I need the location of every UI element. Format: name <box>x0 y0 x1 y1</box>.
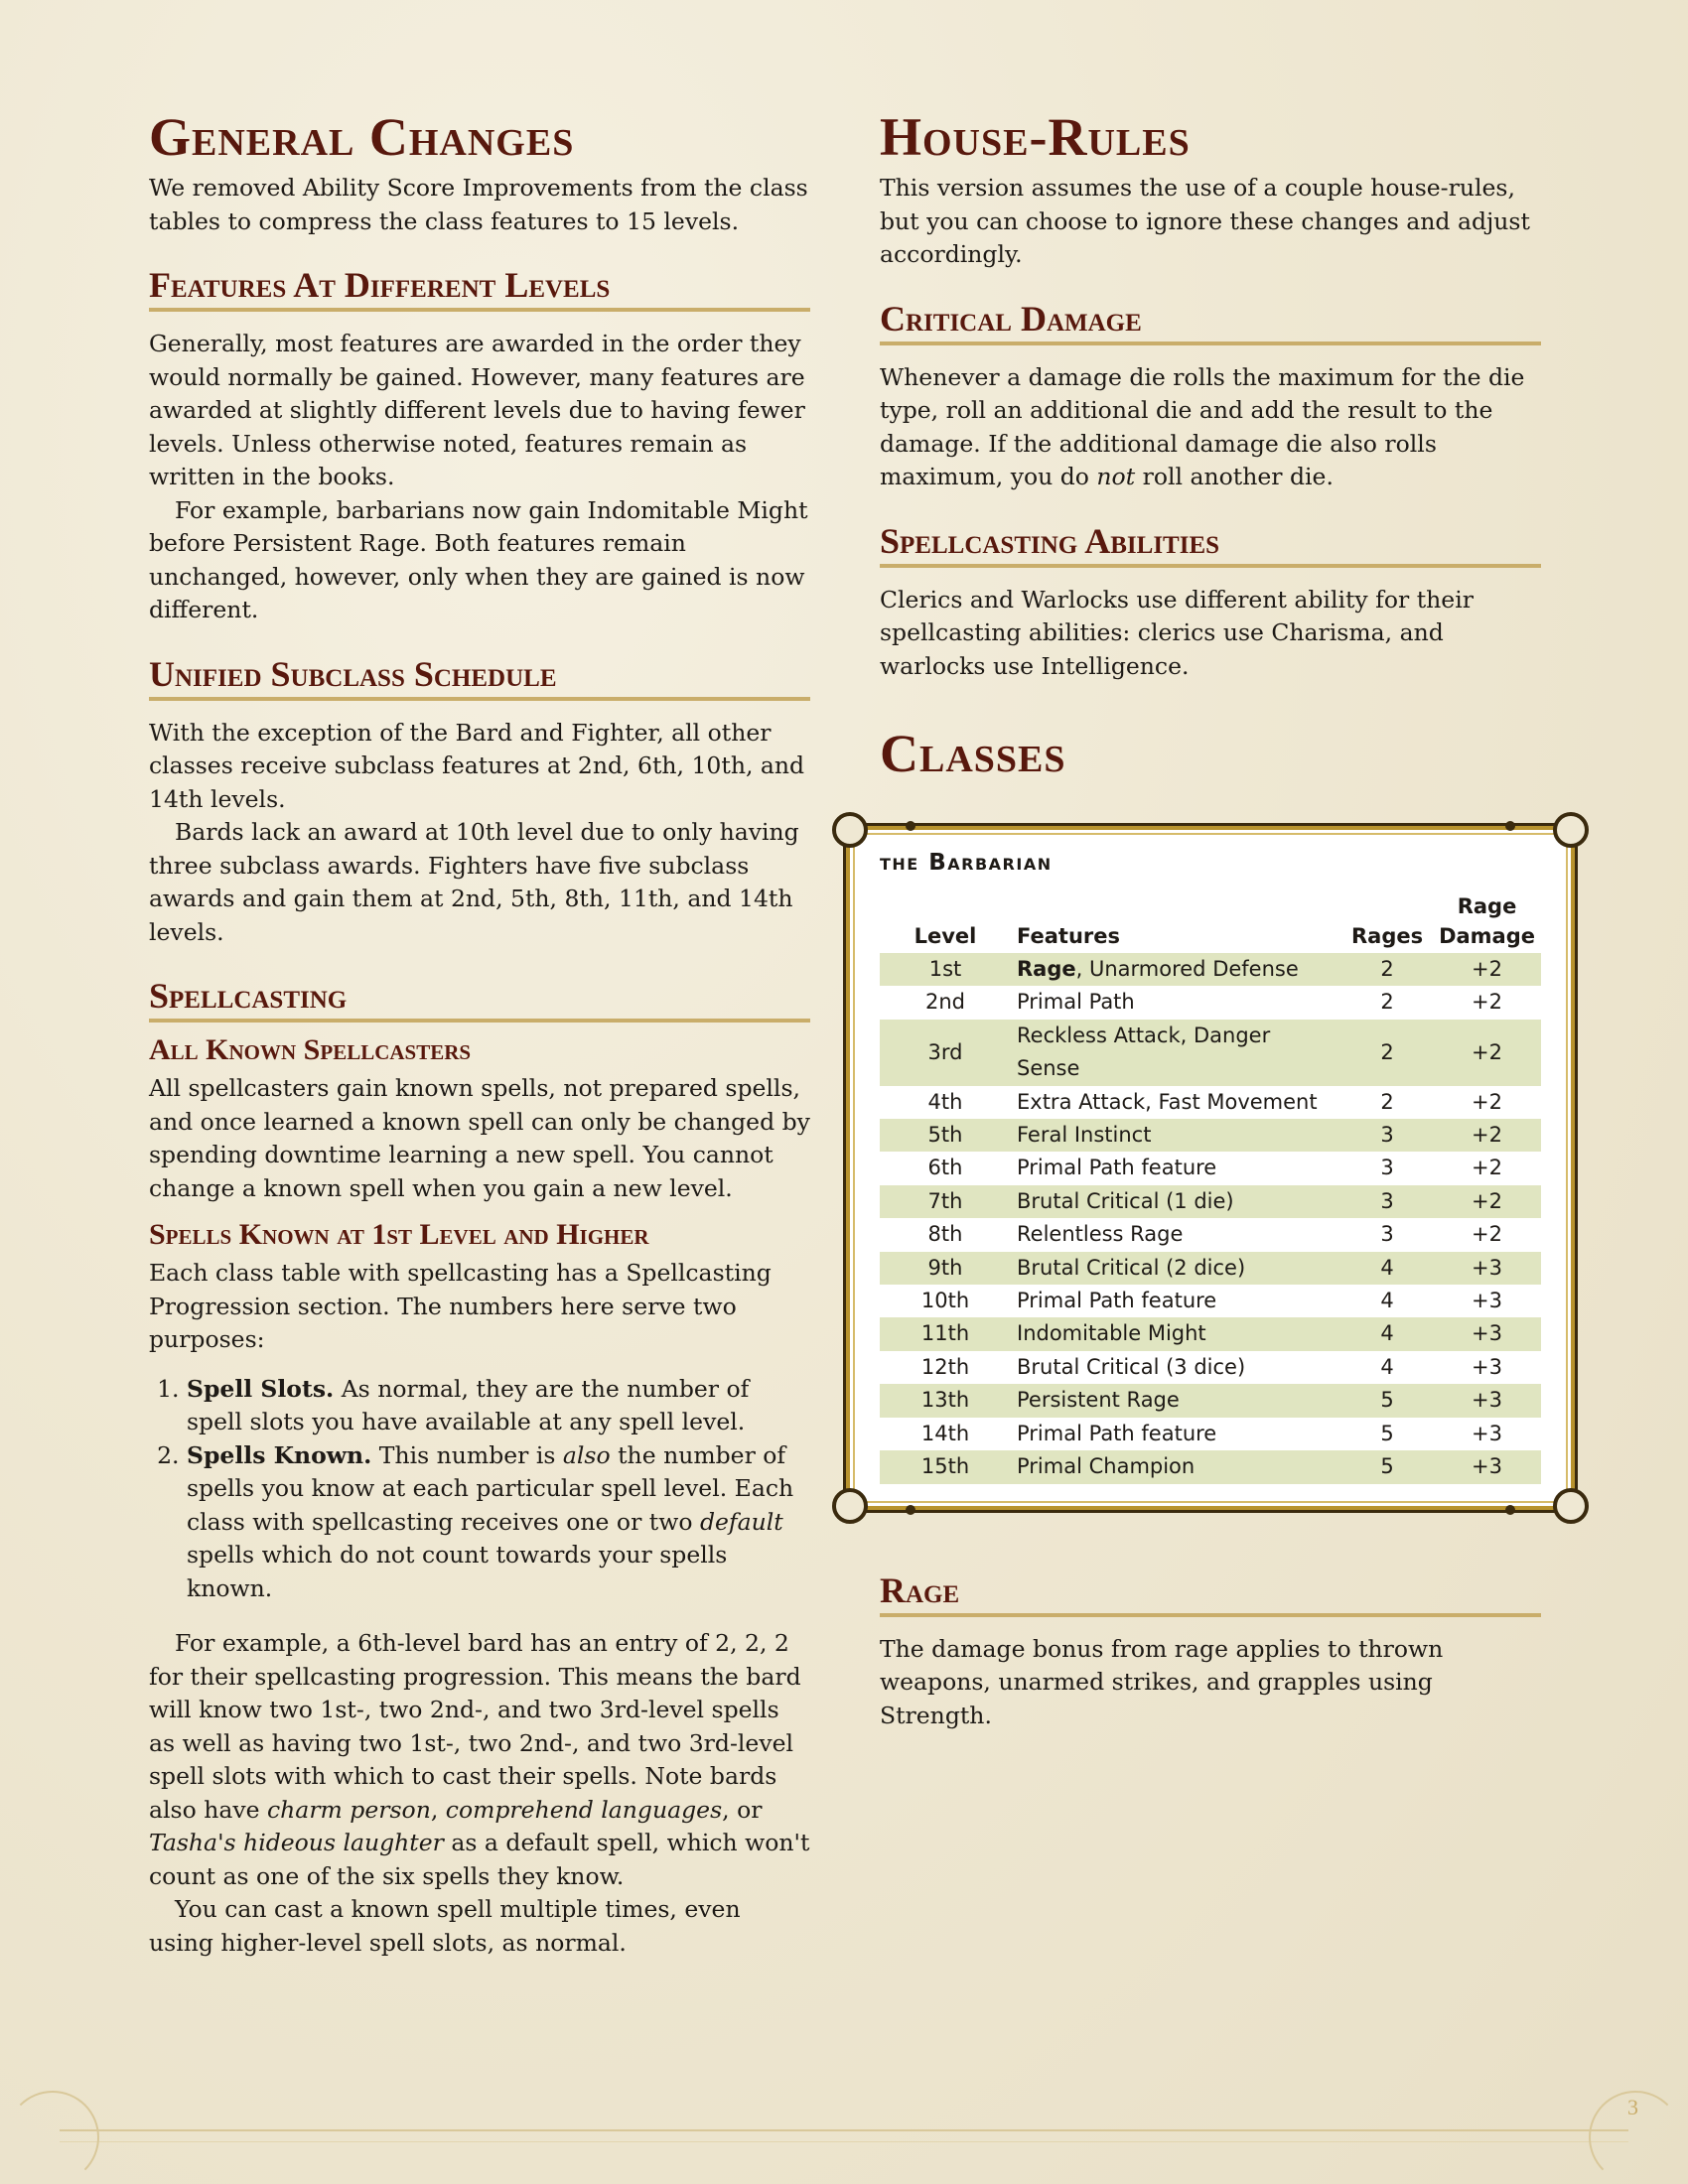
table-row <box>880 1086 1541 1119</box>
not-emphasis: not <box>1096 463 1136 490</box>
features-cell <box>1011 1185 1341 1218</box>
level-cell: 12th <box>920 1354 970 1379</box>
level-cell: 2nd <box>924 990 965 1015</box>
features-cell <box>1011 1450 1341 1483</box>
rages-cell: 4 <box>1380 1354 1394 1379</box>
spellcasting-heading: Spellcasting <box>149 975 810 1023</box>
also-emphasis: also <box>562 1440 611 1469</box>
level-cell: 3rd <box>927 1039 963 1064</box>
level-cell: 5th <box>927 1123 963 1148</box>
feature-text: Feral Instinct <box>1017 1123 1152 1148</box>
feature-text: Primal Path feature <box>1017 1156 1217 1180</box>
rages-cell: 2 <box>1380 990 1394 1015</box>
table-row <box>880 1152 1541 1184</box>
rages-cell: 3 <box>1380 1156 1394 1180</box>
barbarian-table-title: the Barbarian <box>880 850 1053 876</box>
table-row <box>880 1317 1541 1350</box>
features-cell <box>1011 986 1341 1019</box>
page-number: 3 <box>1627 2095 1638 2119</box>
feature-text: Brutal Critical (1 die) <box>1017 1188 1234 1213</box>
separator-2: , or <box>722 1795 763 1824</box>
spell-tashas-hideous-laughter: Tasha's hideous laughter <box>149 1829 444 1856</box>
feature-text: Primal Path <box>1017 990 1135 1015</box>
rage-heading: Rage <box>880 1570 1541 1617</box>
house-rules-heading: House-Rules <box>880 107 1191 167</box>
table-row <box>880 1020 1541 1086</box>
features-cell <box>1011 1218 1341 1251</box>
frame-knob-ornament <box>906 1505 915 1515</box>
features-cell <box>1011 1119 1341 1152</box>
rages-cell: 5 <box>1380 1454 1394 1479</box>
features-levels-text-1: Generally, most features are awarded in the order they would normally be gained. However, many features are awarded at slightly different levels due to having fewer levels. Unless otherwise noted, features remain as written in the books. <box>149 330 805 490</box>
rage-damage-header-line1: Rage <box>1457 894 1517 918</box>
rage-damage-cell: +2 <box>1472 1123 1503 1148</box>
features-cell <box>1011 1020 1341 1086</box>
level-cell: 9th <box>927 1255 963 1280</box>
features-cell <box>1011 1384 1341 1417</box>
bard-example-b: as a default spell, which won't count as one of the six spells they know. <box>149 1829 810 1890</box>
unified-subclass-text-1: With the exception of the Bard and Fighter, all other classes receive subclass features at 2nd, 6th, 10th, and 14th levels. <box>149 718 805 813</box>
frame-corner-ornament <box>832 812 868 848</box>
level-cell: 11th <box>920 1321 970 1346</box>
spells-known-label: Spells Known. <box>187 1440 372 1469</box>
feature-text: Brutal Critical (2 dice) <box>1017 1255 1246 1280</box>
list-item <box>187 1439 810 1606</box>
rages-cell: 3 <box>1380 1123 1394 1148</box>
feature-text: Relentless Rage <box>1017 1222 1184 1247</box>
rage-damage-cell: +2 <box>1472 1222 1503 1247</box>
table-row <box>880 1418 1541 1450</box>
feature-text: Extra Attack, Fast Movement <box>1017 1089 1318 1114</box>
level-cell: 13th <box>920 1388 970 1413</box>
rages-cell: 5 <box>1380 1421 1394 1445</box>
critical-damage-heading: Critical Damage <box>880 298 1541 345</box>
frame-knob-ornament <box>1505 821 1515 831</box>
footer-flourish-left <box>6 2091 99 2184</box>
spells-known-heading: Spells Known at 1st Level and Higher <box>149 1218 649 1251</box>
rage-damage-header <box>1433 889 1541 953</box>
all-known-heading: All Known Spellcasters <box>149 1033 472 1066</box>
level-cell: 4th <box>927 1089 963 1114</box>
all-known-text: All spellcasters gain known spells, not prepared spells, and once learned a known spell can only be changed by spending downtime learning a new spell. You cannot change a known spell when you gain a new level. <box>149 1074 810 1202</box>
rages-cell: 4 <box>1380 1289 1394 1313</box>
separator-1: , <box>430 1795 446 1824</box>
rages-cell: 2 <box>1380 1039 1394 1064</box>
spell-charm-person: charm person <box>267 1795 431 1824</box>
rage-damage-cell: +3 <box>1472 1388 1503 1413</box>
spells-known-text-b: the number of spells you know at each particular spell level. Each class with spellcasting receives one or two <box>187 1440 794 1536</box>
rage-damage-cell: +3 <box>1472 1255 1503 1280</box>
feature-text: Primal Path feature <box>1017 1289 1217 1313</box>
spellcasting-abilities-heading: Spellcasting Abilities <box>880 520 1541 568</box>
frame-corner-ornament <box>1553 812 1589 848</box>
level-cell: 1st <box>928 957 962 981</box>
table-row <box>880 1185 1541 1218</box>
level-header: Level <box>914 924 977 948</box>
features-levels-text-2: For example, barbarians now gain Indomitable Might before Persistent Rage. Both features remain unchanged, however, only when they are gained is now different. <box>149 495 808 623</box>
barbarian-table-frame <box>846 826 1575 1510</box>
frame-knob-ornament <box>906 821 915 831</box>
table-row <box>880 1384 1541 1417</box>
features-levels-heading: Features At Different Levels <box>149 264 810 312</box>
frame-corner-ornament <box>1553 1488 1589 1524</box>
right-column <box>880 104 1541 1732</box>
unified-subclass-text-2: Bards lack an award at 10th level due to only having three subclass awards. Fighters have five subclass awards and gain them at 2nd, 5th, 8th, 11th, and 14th levels. <box>149 818 799 946</box>
rages-cell: 3 <box>1380 1222 1394 1247</box>
spells-known-text-a: This number is <box>371 1440 563 1469</box>
rages-cell: 5 <box>1380 1388 1394 1413</box>
default-emphasis: default <box>699 1507 783 1536</box>
feature-text: Brutal Critical (3 dice) <box>1017 1354 1246 1379</box>
rages-cell: 4 <box>1380 1321 1394 1346</box>
table-row <box>880 1119 1541 1152</box>
footer-rule <box>60 2129 1628 2142</box>
level-cell: 10th <box>920 1289 970 1313</box>
known-spell-multiple-text: You can cast a known spell multiple times, even using higher-level spell slots, as normal. <box>149 1895 741 1957</box>
level-cell: 8th <box>927 1222 963 1247</box>
spells-known-text: Each class table with spellcasting has a Spellcasting Progression section. The numbers here serve two purposes: <box>149 1259 772 1353</box>
frame-corner-ornament <box>832 1488 868 1524</box>
features-cell <box>1011 1285 1341 1317</box>
table-row <box>880 1252 1541 1285</box>
rage-damage-cell: +2 <box>1472 957 1503 981</box>
spells-known-text-c: spells which do not count towards your spells known. <box>187 1541 728 1602</box>
rage-damage-cell: +2 <box>1472 1188 1503 1213</box>
level-cell: 6th <box>927 1156 963 1180</box>
frame-knob-ornament <box>1505 1505 1515 1515</box>
list-item <box>187 1373 810 1439</box>
rages-cell: 4 <box>1380 1255 1394 1280</box>
bard-example-text <box>149 1627 810 1893</box>
rage-damage-cell: +3 <box>1472 1421 1503 1445</box>
spell-slots-label: Spell Slots. <box>187 1374 335 1403</box>
spellcasting-purpose-list <box>149 1373 810 1606</box>
rage-damage-cell: +3 <box>1472 1454 1503 1479</box>
barbarian-table <box>880 889 1541 1484</box>
level-cell: 15th <box>920 1454 970 1479</box>
rage-damage-cell: +2 <box>1472 1039 1503 1064</box>
rage-damage-cell: +3 <box>1472 1289 1503 1313</box>
feature-text: Reckless Attack, Danger Sense <box>1017 1023 1271 1081</box>
feature-text: Primal Champion <box>1017 1454 1196 1479</box>
bard-example-a: For example, a 6th-level bard has an entry of 2, 2, 2 for their spellcasting progression. This means the bard will know two 1st-, two 2nd-, and two 3rd-level spells as well as having two 1st-, two 2nd-, and two 3rd-level spell slots with which to cast their spells. Note bards also have <box>149 1629 801 1824</box>
rage-damage-cell: +3 <box>1472 1321 1503 1346</box>
table-row <box>880 953 1541 986</box>
classes-heading: Classes <box>880 724 1066 783</box>
table-row <box>880 1285 1541 1317</box>
house-rules-text: This version assumes the use of a couple house-rules, but you can choose to ignore these changes and adjust accordingly. <box>880 174 1530 268</box>
feature-bold-text: Rage <box>1017 957 1076 981</box>
critical-damage-a: Whenever a damage die rolls the maximum for the die type, roll an additional die and add the result to the damage. If the additional damage die also rolls maximum, you do <box>880 362 1525 490</box>
table-row <box>880 1351 1541 1384</box>
feature-text: Persistent Rage <box>1017 1388 1180 1413</box>
table-row <box>880 1218 1541 1251</box>
rage-text: The damage bonus from rage applies to thrown weapons, unarmed strikes, and grapples using Strength. <box>880 1634 1444 1729</box>
table-row <box>880 1450 1541 1483</box>
table-header-row <box>880 889 1541 953</box>
rage-damage-cell: +2 <box>1472 1156 1503 1180</box>
unified-subclass-heading: Unified Subclass Schedule <box>149 653 810 701</box>
features-cell <box>1011 1351 1341 1384</box>
level-cell: 7th <box>927 1188 963 1213</box>
feature-text: , Unarmored Defense <box>1075 957 1299 981</box>
general-changes-text: We removed Ability Score Improvements from the class tables to compress the class features to 15 levels. <box>149 174 808 235</box>
spell-comprehend-languages: comprehend languages <box>445 1795 723 1824</box>
features-cell <box>1011 1086 1341 1119</box>
features-cell <box>1011 1317 1341 1350</box>
rages-cell: 2 <box>1380 957 1394 981</box>
features-cell <box>1011 1418 1341 1450</box>
spellcasting-abilities-text: Clerics and Warlocks use different ability for their spellcasting abilities: clerics use Charisma, and warlocks use Intelligence. <box>880 585 1474 680</box>
features-header: Features <box>1017 924 1120 948</box>
features-cell <box>1011 1152 1341 1184</box>
rages-header: Rages <box>1351 924 1424 948</box>
level-cell: 14th <box>920 1421 970 1445</box>
rages-cell: 3 <box>1380 1188 1394 1213</box>
general-changes-heading: General Changes <box>149 107 575 167</box>
feature-text: Primal Path feature <box>1017 1421 1217 1445</box>
features-cell <box>1011 1252 1341 1285</box>
rage-damage-cell: +3 <box>1472 1354 1503 1379</box>
table-row <box>880 986 1541 1019</box>
feature-text: Indomitable Might <box>1017 1321 1206 1346</box>
rage-damage-header-line2: Damage <box>1439 924 1535 948</box>
rage-damage-cell: +2 <box>1472 990 1503 1015</box>
critical-damage-b: roll another die. <box>1135 463 1334 490</box>
rage-damage-cell: +2 <box>1472 1089 1503 1114</box>
left-column <box>149 104 810 1960</box>
spell-slots-text: As normal, they are the number of spell slots you have available at any spell level. <box>187 1374 750 1435</box>
critical-damage-text <box>880 361 1541 494</box>
rages-cell: 2 <box>1380 1089 1394 1114</box>
features-cell <box>1011 953 1341 986</box>
